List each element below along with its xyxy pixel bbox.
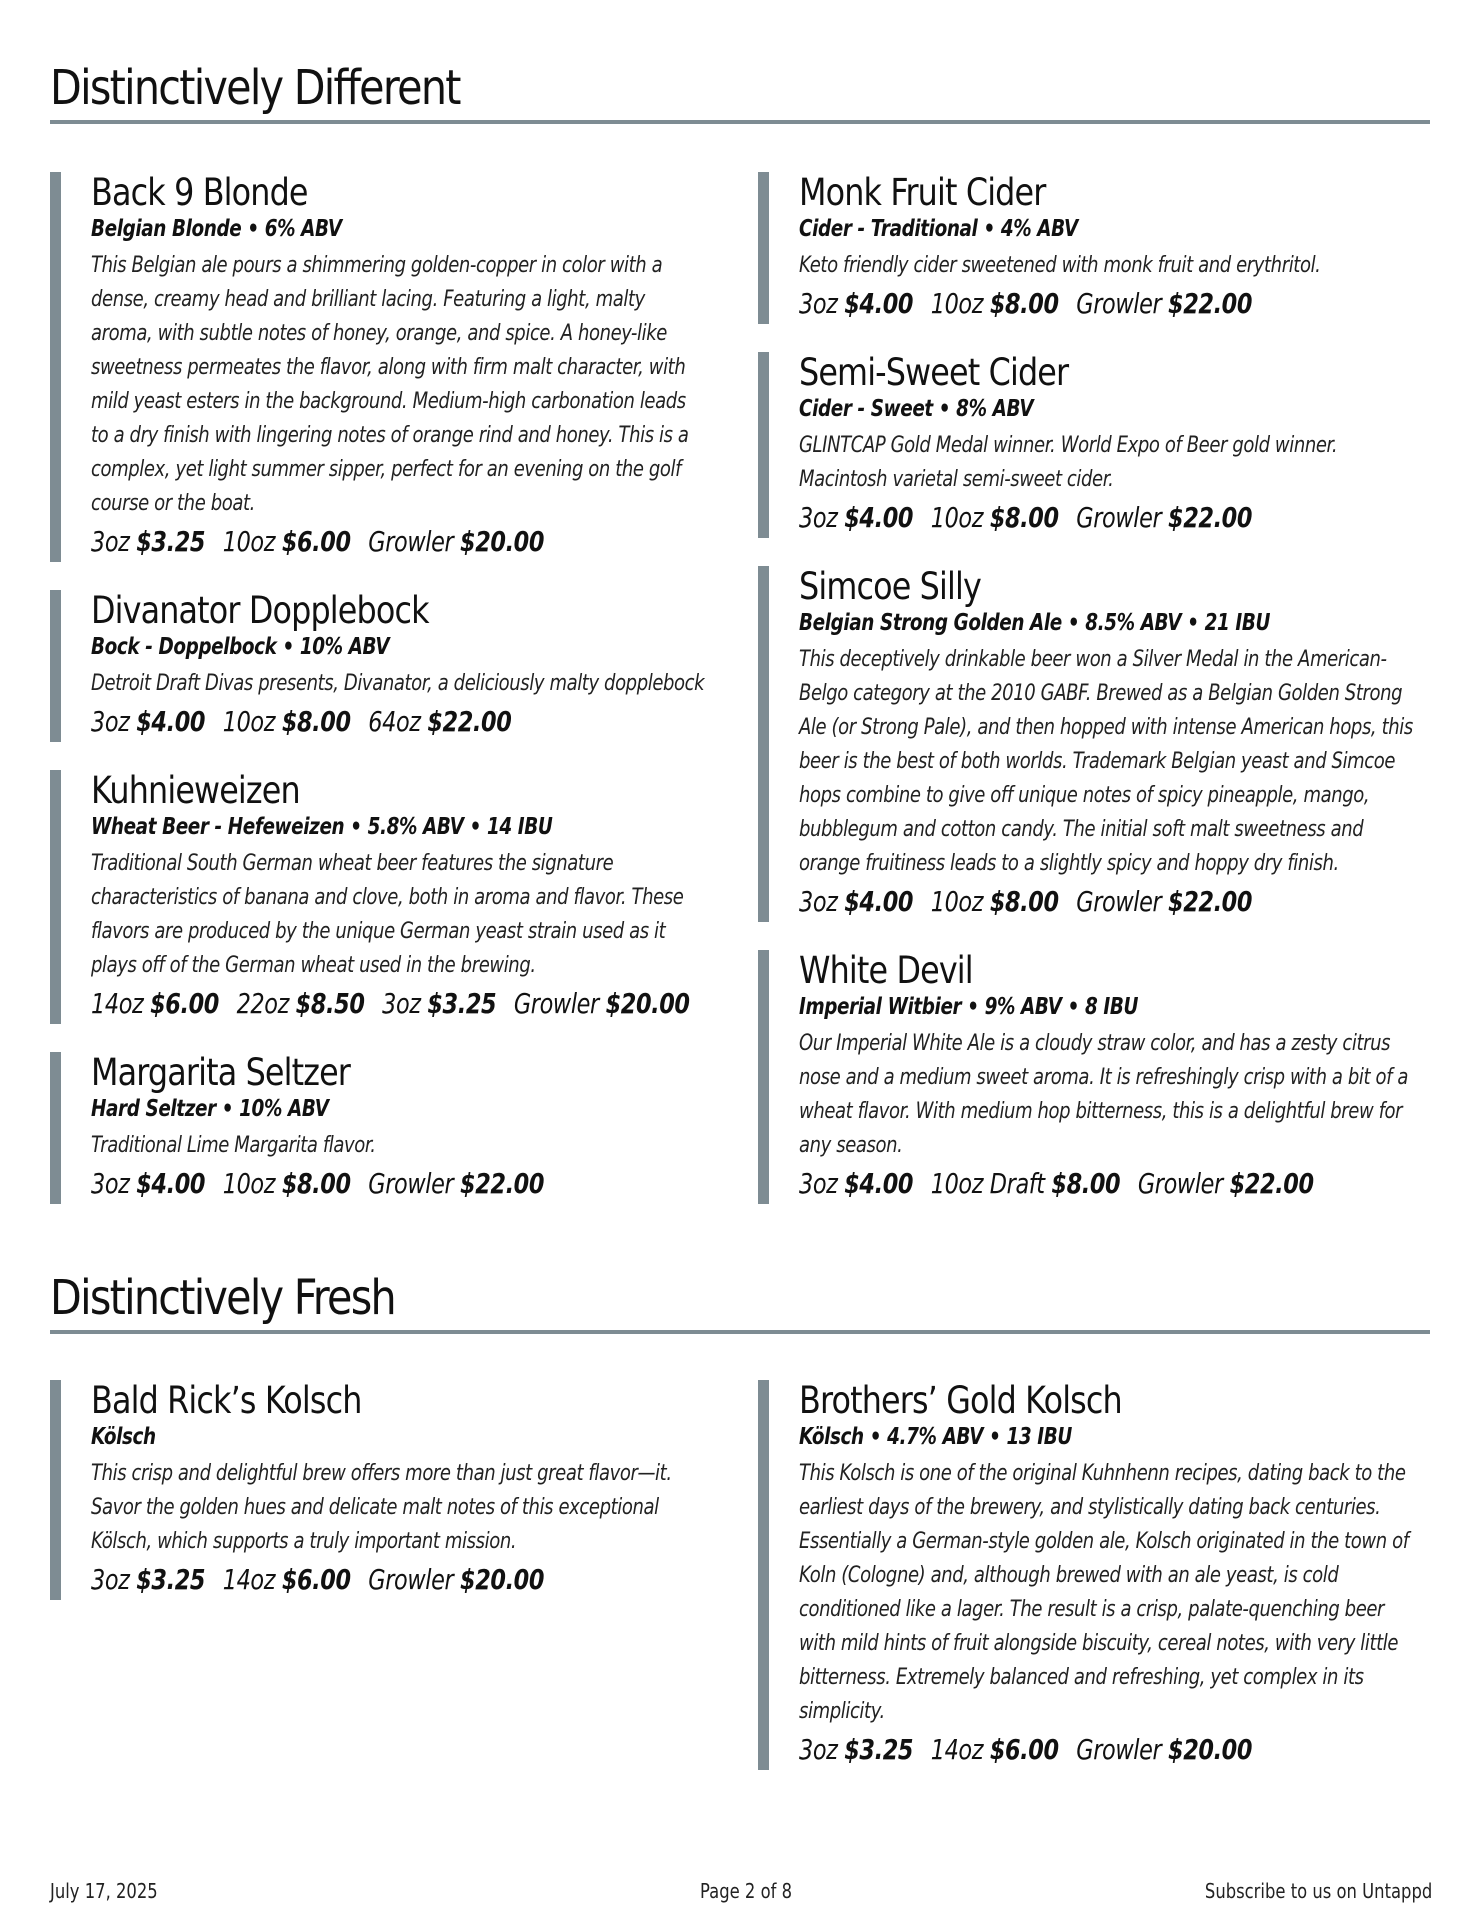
- price-amount: $4.00: [844, 1167, 914, 1200]
- price-option: [799, 1733, 913, 1766]
- price-amount: $6.00: [281, 525, 351, 558]
- beer-name: Margarita Seltzer: [91, 1051, 351, 1094]
- price-size: 3oz: [91, 705, 130, 738]
- price-size: 10oz: [930, 885, 984, 918]
- price-size: 14oz: [222, 1563, 276, 1596]
- beer-name: Semi-Sweet Cider: [799, 351, 1069, 394]
- price-amount: $6.00: [150, 987, 219, 1020]
- price-option: [1076, 1733, 1252, 1766]
- price-option: [799, 287, 913, 320]
- price-size: 10oz: [930, 287, 984, 320]
- price-size: 3oz: [382, 987, 421, 1020]
- price-option: [223, 525, 351, 558]
- price-size: 3oz: [799, 501, 838, 534]
- beer-description: Detroit Draft Divas presents, Divanator, a deliciously malty dopplebock: [91, 670, 705, 696]
- beer-name: White Devil: [799, 949, 973, 992]
- section-left-column: [50, 171, 705, 1232]
- footer-page-number: Page 2 of 8: [700, 1879, 793, 1903]
- price-size: 3oz: [91, 1167, 130, 1200]
- price-option: [931, 885, 1059, 918]
- beer-item: [50, 1052, 700, 1204]
- beer-name: Kuhnieweizen: [91, 769, 300, 812]
- beer-prices: [91, 702, 578, 742]
- section-divider: [50, 1330, 1430, 1334]
- beer-style: Belgian Blonde • 6% ABV: [91, 216, 342, 242]
- price-size: 10oz: [930, 501, 984, 534]
- beer-style: Kölsch • 4.7% ABV • 13 IBU: [799, 1424, 1072, 1450]
- price-size: Growler: [1076, 1733, 1162, 1766]
- price-amount: $8.00: [989, 501, 1059, 534]
- price-option: [223, 705, 351, 738]
- price-size: 10oz: [222, 525, 276, 558]
- price-amount: $8.00: [1051, 1167, 1121, 1200]
- section-left-column: [50, 1380, 700, 1628]
- beer-name: Simcoe Silly: [799, 565, 981, 608]
- section-title: Distinctively Different: [50, 60, 460, 116]
- price-option: [91, 987, 219, 1020]
- beer-description: This crisp and delightful brew offers more than just great flavor—it. Savor the golden hues and delicate malt notes of this exceptional Kölsch, which supports a truly important mission.: [91, 1460, 672, 1554]
- price-amount: $4.00: [844, 885, 914, 918]
- price-option: [368, 525, 544, 558]
- price-size: 10oz: [222, 1167, 276, 1200]
- price-amount: $8.00: [989, 885, 1059, 918]
- price-amount: $6.00: [281, 1563, 351, 1596]
- price-size: 3oz: [91, 525, 130, 558]
- beer-prices: [91, 522, 578, 562]
- price-option: [1076, 287, 1252, 320]
- price-amount: $22.00: [427, 705, 512, 738]
- price-option: [931, 501, 1059, 534]
- price-size: Growler: [1137, 1167, 1223, 1200]
- price-option: [223, 1167, 351, 1200]
- beer-description: This Kolsch is one of the original Kuhnhenn recipes, dating back to the earliest days of the brewery, and stylistically dating back centuries. Essentially a German-style golden ale, Kolsch originated in the town of Koln (Cologne) and, although brewed with an ale yeast, is cold conditioned like a lager. The result is a crisp, palate-quenching beer with mild hints of fruit alongside biscuity, cereal notes, with very little bitterness. Extremely balanced and refreshing, yet complex in its simplicity.: [799, 1460, 1409, 1724]
- price-option: [931, 1167, 1121, 1200]
- price-option: [91, 1167, 205, 1200]
- price-option: [368, 1167, 544, 1200]
- untappd-subscribe-link[interactable]: Subscribe to us on Untappd: [1204, 1879, 1432, 1903]
- beer-name: Monk Fruit Cider: [799, 171, 1046, 214]
- price-amount: $22.00: [1168, 885, 1253, 918]
- price-size: Growler: [513, 987, 599, 1020]
- beer-description: This Belgian ale pours a shimmering golden-copper in color with a dense, creamy head and brilliant lacing. Featuring a light, malty aroma, with subtle notes of honey, orange, and spice. A honey-like sweetness permeates the flavor, along with firm malt character, with mild yeast esters in the background. Medium-high carbonation leads to a dry finish with lingering notes of orange rind and honey. This is a complex, yet light summer sipper, perfect for an evening on the golf course or the boat.: [91, 252, 689, 516]
- beer-prices: [799, 1730, 1286, 1770]
- beer-prices: [799, 882, 1286, 922]
- price-amount: $8.00: [281, 1167, 351, 1200]
- price-option: [382, 987, 496, 1020]
- beer-item: [50, 1380, 700, 1600]
- price-size: Growler: [1076, 287, 1162, 320]
- price-option: [1138, 1167, 1314, 1200]
- beer-prices: [91, 1164, 578, 1204]
- price-option: [237, 987, 365, 1020]
- price-amount: $8.00: [989, 287, 1059, 320]
- beer-style: Cider - Traditional • 4% ABV: [799, 216, 1078, 242]
- price-amount: $22.00: [1168, 501, 1253, 534]
- beer-name: Back 9 Blonde: [91, 171, 308, 214]
- section-right-column: [758, 171, 1413, 1232]
- price-option: [799, 885, 913, 918]
- beer-prices: [91, 1560, 578, 1600]
- beer-style: Bock - Doppelbock • 10% ABV: [91, 634, 390, 660]
- beer-style: Hard Seltzer • 10% ABV: [91, 1096, 329, 1122]
- price-size: 14oz: [91, 987, 144, 1020]
- price-amount: $4.00: [136, 1167, 206, 1200]
- beer-item: [758, 565, 1413, 922]
- price-option: [91, 1563, 205, 1596]
- price-amount: $20.00: [460, 1563, 545, 1596]
- section-divider: [50, 120, 1430, 124]
- price-amount: $22.00: [1168, 287, 1253, 320]
- section-title: Distinctively Fresh: [50, 1270, 395, 1326]
- beer-item: [50, 770, 700, 1024]
- price-amount: $3.25: [427, 987, 497, 1020]
- beer-style: Wheat Beer - Hefeweizen • 5.8% ABV • 14 IBU: [91, 814, 553, 840]
- beer-style: Imperial Witbier • 9% ABV • 8 IBU: [799, 994, 1138, 1020]
- price-option: [931, 287, 1059, 320]
- beer-item: [758, 352, 1408, 538]
- price-amount: $8.50: [295, 987, 365, 1020]
- beer-item: [50, 172, 700, 562]
- beer-description: Traditional Lime Margarita flavor.: [91, 1132, 376, 1158]
- price-amount: $4.00: [136, 705, 206, 738]
- beer-description: Traditional South German wheat beer features the signature characteristics of banana and clove, both in aroma and flavor. These flavors are produced by the unique German yeast strain used as it plays off of the German wheat used in the brewing.: [91, 850, 684, 978]
- price-amount: $3.25: [136, 525, 206, 558]
- price-size: 22oz: [236, 987, 289, 1020]
- price-amount: $22.00: [1229, 1167, 1314, 1200]
- beer-prices: [91, 984, 690, 1024]
- price-option: [368, 705, 511, 738]
- price-size: Growler: [1076, 501, 1162, 534]
- price-size: 3oz: [799, 1167, 838, 1200]
- price-size: 3oz: [799, 885, 838, 918]
- price-option: [931, 1733, 1059, 1766]
- price-amount: $20.00: [460, 525, 545, 558]
- price-size: Growler: [368, 1167, 454, 1200]
- price-size: Growler: [368, 525, 454, 558]
- price-option: [799, 1167, 913, 1200]
- price-size: 3oz: [799, 287, 838, 320]
- price-size: 14oz: [930, 1733, 984, 1766]
- beer-style: Kölsch: [91, 1424, 156, 1450]
- beer-item: [50, 589, 705, 742]
- footer-date: July 17, 2025: [50, 1879, 158, 1903]
- beer-style: Belgian Strong Golden Ale • 8.5% ABV • 21 IBU: [799, 610, 1271, 636]
- beer-description: Our Imperial White Ale is a cloudy straw color, and has a zesty citrus nose and a medium sweet aroma. It is refreshingly crisp with a bit of a wheat flavor. With medium hop bitterness, this is a delightful brew for any season.: [799, 1030, 1408, 1158]
- price-size: Growler: [1076, 885, 1162, 918]
- price-option: [223, 1563, 351, 1596]
- price-size: 10oz Draft: [930, 1167, 1045, 1200]
- beer-name: Brothers’ Gold Kolsch: [799, 1379, 1122, 1422]
- price-size: 3oz: [91, 1563, 130, 1596]
- price-option: [368, 1563, 544, 1596]
- price-size: Growler: [368, 1563, 454, 1596]
- price-option: [91, 705, 205, 738]
- price-amount: $3.25: [844, 1733, 914, 1766]
- beer-name: Divanator Dopplebock: [91, 589, 429, 632]
- beer-item: [758, 950, 1408, 1204]
- price-amount: $4.00: [844, 501, 914, 534]
- beer-description: GLINTCAP Gold Medal winner. World Expo of Beer gold winner. Macintosh varietal semi-sweet cider.: [799, 432, 1338, 492]
- price-option: [1076, 885, 1252, 918]
- beer-prices: [799, 284, 1286, 324]
- beer-style: Cider - Sweet • 8% ABV: [799, 396, 1034, 422]
- beer-item: [758, 1380, 1408, 1770]
- price-amount: $8.00: [281, 705, 351, 738]
- beer-prices: [799, 1164, 1314, 1204]
- price-amount: $20.00: [1168, 1733, 1253, 1766]
- price-amount: $22.00: [460, 1167, 545, 1200]
- beer-description: Keto friendly cider sweetened with monk fruit and erythritol.: [799, 252, 1321, 278]
- price-amount: $3.25: [136, 1563, 206, 1596]
- price-option: [799, 501, 913, 534]
- price-size: 10oz: [222, 705, 276, 738]
- price-size: 64oz: [368, 705, 421, 738]
- beer-item: [758, 172, 1408, 324]
- price-option: [91, 525, 205, 558]
- price-option: [514, 987, 690, 1020]
- price-size: 3oz: [799, 1733, 838, 1766]
- price-amount: $20.00: [605, 987, 690, 1020]
- beer-description: This deceptively drinkable beer won a Silver Medal in the American-Belgo category at the 2010 GABF. Brewed as a Belgian Golden Strong Ale (or Strong Pale), and then hopped with intense American hops, this beer is the best of both worlds. Trademark Belgian yeast and Simcoe hops combine to give off unique notes of spicy pineapple, mango, bubblegum and cotton candy. The initial soft malt sweetness and orange fruitiness leads to a slightly spicy and hoppy dry finish.: [799, 646, 1413, 876]
- price-amount: $4.00: [844, 287, 914, 320]
- price-amount: $6.00: [989, 1733, 1059, 1766]
- section-right-column: [758, 1380, 1408, 1798]
- beer-prices: [799, 498, 1286, 538]
- price-option: [1076, 501, 1252, 534]
- beer-name: Bald Rick’s Kolsch: [91, 1379, 362, 1422]
